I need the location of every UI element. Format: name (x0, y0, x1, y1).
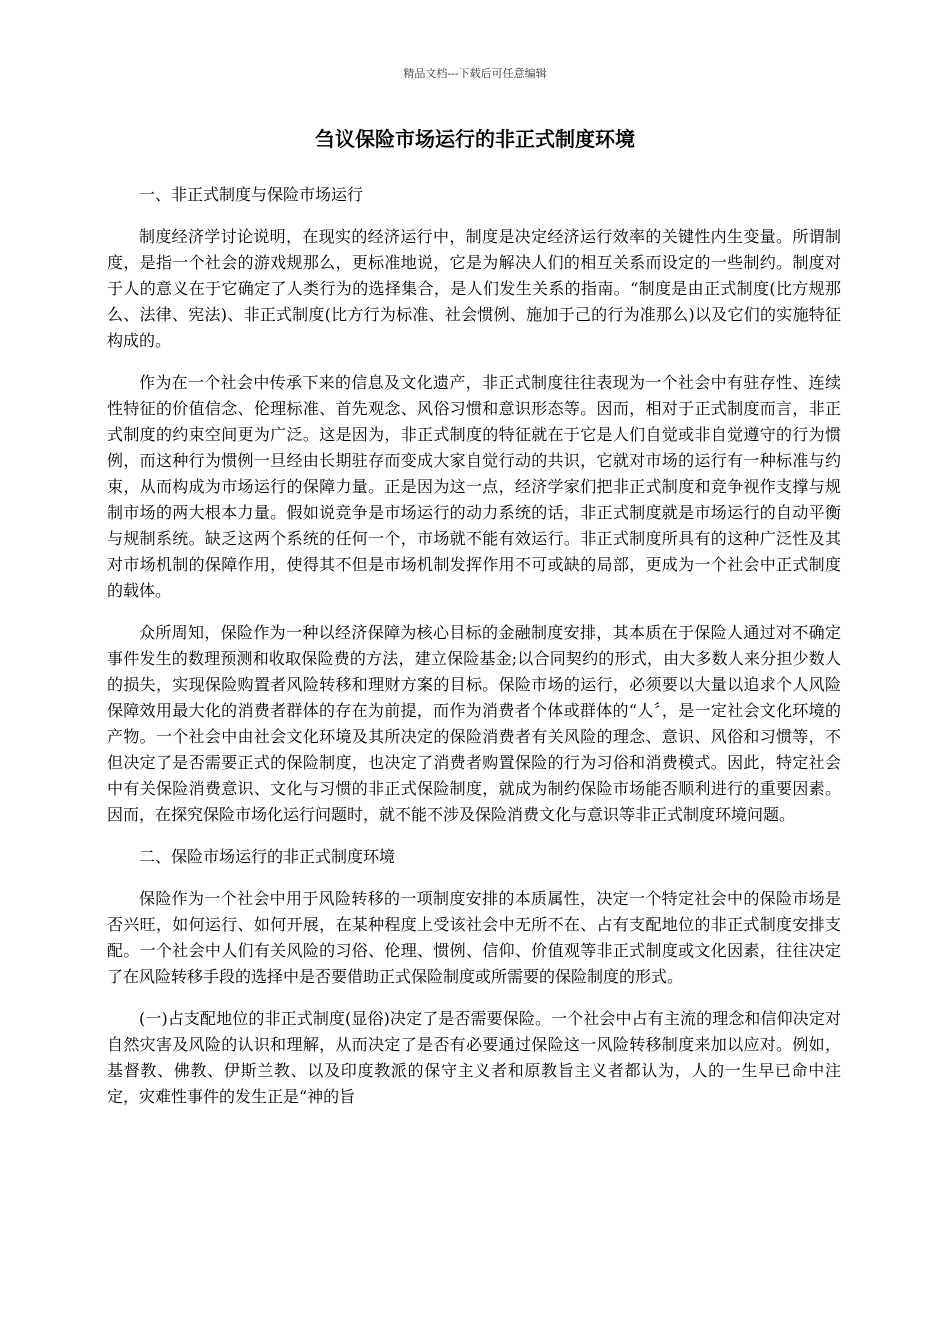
document-title: 刍议保险市场运行的非正式制度环境 (315, 127, 635, 151)
paragraph: 众所周知，保险作为一种以经济保障为核心目标的金融制度安排，其本质在于保险人通过对不确定事件发生的数理预测和收取保险费的方法，建立保险基金;以合同契约的形式，由大多数人来分担少数人的损失，实现保险购置者风险转移和理财方案的目标。保险市场的运行，必须要以大量以追求个人风险保障效用最大化的消费者群体的存在为前提，而作为消费者个体或群体的“人〞，是一定社会文化环境的产物。一个社会中由社会文化环境及其所决定的保险消费者有关风险的理念、意识、风俗和习惯等，不但决定了是否需要正式的保险制度，也决定了消费者购置保险的行为习俗和消费模式。因此，特定社会中有关保险消费意识、文化与习惯的非正式保险制度，就成为制约保险市场能否顺利进行的重要因素。因而，在探究保险市场化运行问题时，就不能不涉及保险消费文化与意识等非正式制度环境问题。 (107, 623, 841, 824)
document-body (107, 182, 841, 1126)
section-heading-1: 一、非正式制度与保险市场运行 (139, 185, 364, 204)
section-heading-2: 二、保险市场运行的非正式制度环境 (139, 847, 396, 866)
header-note: 精品文档---下载后可任意编辑 (403, 67, 547, 80)
paragraph: 制度经济学讨论说明，在现实的经济运行中，制度是决定经济运行效率的关键性内生变量。所谓制度，是指一个社会的游戏规那么，更标准地说，它是为解决人们的相互关系而设定的一些制约。制度对于人的意义在于它确定了人类行为的选择集合，是人们发生关系的指南。“制度是由正式制度(比方规那么、法律、宪法)、非正式制度(比方行为标准、社会惯例、施加于己的行为准那么)以及它们的实施特征构成的。 (107, 227, 841, 350)
paragraph: 保险作为一个社会中用于风险转移的一项制度安排的本质属性，决定一个特定社会中的保险市场是否兴旺，如何运行、如何开展，在某种程度上受该社会中无所不在、占有支配地位的非正式制度安排支配。一个社会中人们有关风险的习俗、伦理、惯例、信仰、价值观等非正式制度或文化因素，往往决定了在风险转移手段的选择中是否要借助正式保险制度或所需要的保险制度的形式。 (107, 889, 841, 986)
paragraph: (一)占支配地位的非正式制度(显俗)决定了是否需要保险。一个社会中占有主流的理念和信仰决定对自然灾害及风险的认识和理解，从而决定了是否有必要通过保险这一风险转移制度来加以应对。例如，基督教、佛教、伊斯兰教、以及印度教派的保守主义者和原教旨主义者都认为，人的一生早已命中注定，灾难性事件的发生正是“神的旨 (107, 1009, 841, 1106)
paragraph: 作为在一个社会中传承下来的信息及文化遗产，非正式制度往往表现为一个社会中有驻存性、连续性特征的价值信念、伦理标准、首先观念、风俗习惯和意识形态等。因而，相对于正式制度而言，非正式制度的约束空间更为广泛。这是因为，非正式制度的特征就在于它是人们自觉或非自觉遵守的行为惯例，而这种行为惯例一旦经由长期驻存而变成大家自觉行动的共识，它就对市场的运行有一种标准与约束，从而构成为市场运行的保障力量。正是因为这一点，经济学家们把非正式制度和竞争视作支撑与规制市场的两大根本力量。假如说竞争是市场运行的动力系统的话，非正式制度就是市场运行的自动平衡与规制系统。缺乏这两个系统的任何一个，市场就不能有效运行。非正式制度所具有的这种广泛性及其对市场机制的保障作用，使得其不但是市场机制发挥作用不可或缺的局部，更成为一个社会中正式制度的载体。 (107, 373, 841, 600)
